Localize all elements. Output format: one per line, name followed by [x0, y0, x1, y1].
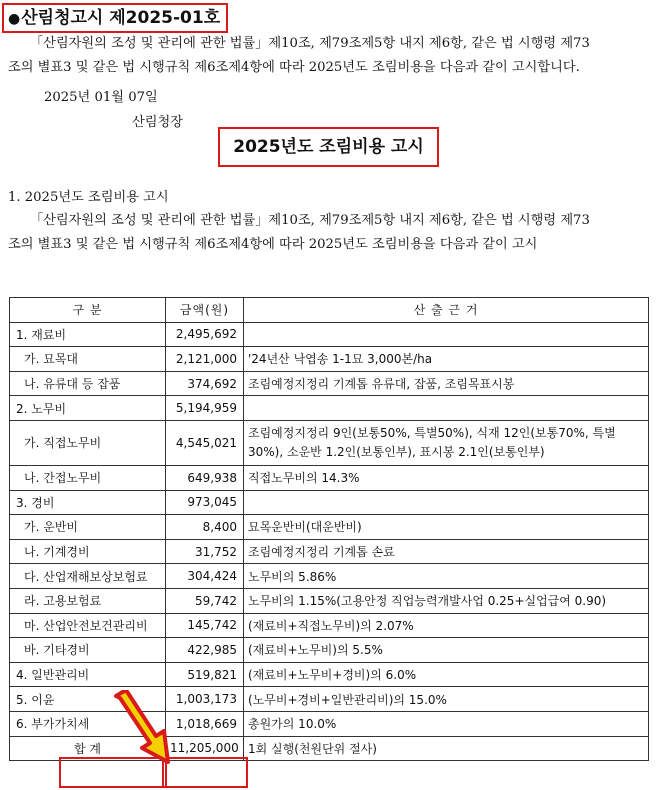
row-amount: 304,424: [166, 564, 244, 589]
table-row: [10, 322, 649, 347]
row-item: 1. 재료비: [10, 322, 166, 347]
row-basis: 노무비의 1.15%(고용안정 직업능력개발사업 0.25+실업급여 0.90): [244, 588, 649, 613]
row-basis: [244, 322, 649, 347]
row-item: 5. 이윤: [10, 687, 166, 712]
table-row: [10, 662, 649, 687]
row-amount: 973,045: [166, 490, 244, 515]
row-amount: 145,742: [166, 613, 244, 638]
table-row: [10, 515, 649, 540]
row-basis: 조림예정지정리 9인(보통50%, 특별50%), 식재 12인(보통70%, 특별30%), 소운반 1.2인(보통인부), 표시봉 2.1인(보통인부): [244, 420, 649, 465]
row-amount: 2,121,000: [166, 347, 244, 372]
row-amount: 1,003,173: [166, 687, 244, 712]
row-basis: [244, 396, 649, 421]
row-amount: 59,742: [166, 588, 244, 613]
table-row: [10, 711, 649, 736]
header-category: 구 분: [10, 298, 166, 323]
row-item: 4. 일반관리비: [10, 662, 166, 687]
row-basis: (노무비+경비+일반관리비)의 15.0%: [244, 687, 649, 712]
intro-line-1: 「산림자원의 조성 및 관리에 관한 법률」제10조, 제79조제5항 내지 제6항, 같은 법 시행령 제73: [30, 36, 590, 51]
row-item: 3. 경비: [10, 490, 166, 515]
section-line-2: 조의 별표3 및 같은 법 시행규칙 제6조제4항에 따라 2025년도 조림비용을 다음과 같이 고시: [8, 237, 538, 252]
row-basis: 노무비의 5.86%: [244, 564, 649, 589]
table-row: [10, 539, 649, 564]
header-basis: 산 출 근 거: [244, 298, 649, 323]
row-amount: 2,495,692: [166, 322, 244, 347]
table-header-row: [10, 298, 649, 323]
row-basis: [244, 490, 649, 515]
row-basis: (재료비+직접노무비)의 2.07%: [244, 613, 649, 638]
row-amount: 649,938: [166, 465, 244, 490]
row-basis: 직접노무비의 14.3%: [244, 465, 649, 490]
arrow-icon: [112, 690, 178, 766]
row-amount: 519,821: [166, 662, 244, 687]
document-title: 2025년도 조림비용 고시: [218, 127, 439, 167]
notice-number-text: 산림청고시 제2025-01호: [21, 8, 221, 28]
row-amount: 4,545,021: [166, 420, 244, 465]
intro-line-2: 조의 별표3 및 같은 법 시행규칙 제6조제4항에 따라 2025년도 조림비용을 다음과 같이 고시합니다.: [8, 60, 580, 75]
row-item: 나. 기계경비: [10, 539, 166, 564]
table-row: [10, 638, 649, 663]
row-basis: 묘목운반비(대운반비): [244, 515, 649, 540]
row-item: 마. 산업안전보건관리비: [10, 613, 166, 638]
row-item: 나. 간접노무비: [10, 465, 166, 490]
row-item: 가. 운반비: [10, 515, 166, 540]
section-paragraph: [8, 209, 650, 257]
row-amount: 31,752: [166, 539, 244, 564]
row-item: 다. 산업재해보상보험료: [10, 564, 166, 589]
row-basis: (재료비+노무비)의 5.5%: [244, 638, 649, 663]
table-row: [10, 490, 649, 515]
row-item: 2. 노무비: [10, 396, 166, 421]
bullet-icon: ●: [8, 11, 21, 27]
notice-date: 2025년 01월 07일: [44, 90, 158, 105]
row-basis: 조림예정지정리 기계톱 손료: [244, 539, 649, 564]
row-item: 6. 부가가치세: [10, 711, 166, 736]
row-basis: (재료비+노무비+경비)의 6.0%: [244, 662, 649, 687]
table-row: [10, 588, 649, 613]
notice-number: [2, 3, 228, 33]
row-amount: 5,194,959: [166, 396, 244, 421]
row-item: 나. 유류대 등 잡품: [10, 371, 166, 396]
row-basis: '24년산 낙엽송 1-1묘 3,000본/ha: [244, 347, 649, 372]
table-row: [10, 420, 649, 465]
total-label: 합 계: [10, 736, 166, 761]
table-row: [10, 465, 649, 490]
table-row: [10, 564, 649, 589]
row-amount: 374,692: [166, 371, 244, 396]
table-row: [10, 613, 649, 638]
table-row: [10, 396, 649, 421]
total-amount: 11,205,000: [166, 736, 244, 761]
header-amount: 금액(원): [166, 298, 244, 323]
table-row: [10, 347, 649, 372]
cost-table: [9, 297, 649, 761]
row-item: 가. 묘목대: [10, 347, 166, 372]
notice-agency: 산림청장: [132, 115, 183, 130]
table-row: [10, 371, 649, 396]
row-amount: 422,985: [166, 638, 244, 663]
total-basis: 1회 실행(천원단위 절사): [244, 736, 649, 761]
row-amount: 8,400: [166, 515, 244, 540]
section-heading: 1. 2025년도 조림비용 고시: [8, 190, 169, 205]
section-line-1: 「산림자원의 조성 및 관리에 관한 법률」제10조, 제79조제5항 내지 제6항, 같은 법 시행령 제73: [30, 213, 590, 228]
row-item: 가. 직접노무비: [10, 420, 166, 465]
table-row: [10, 687, 649, 712]
row-amount: 1,018,669: [166, 711, 244, 736]
row-item: 바. 기타경비: [10, 638, 166, 663]
row-basis: 조림예정지정리 기계톱 유류대, 잡품, 조림목표시봉: [244, 371, 649, 396]
row-item: 라. 고용보험료: [10, 588, 166, 613]
row-basis: 총원가의 10.0%: [244, 711, 649, 736]
intro-paragraph: [8, 32, 650, 80]
